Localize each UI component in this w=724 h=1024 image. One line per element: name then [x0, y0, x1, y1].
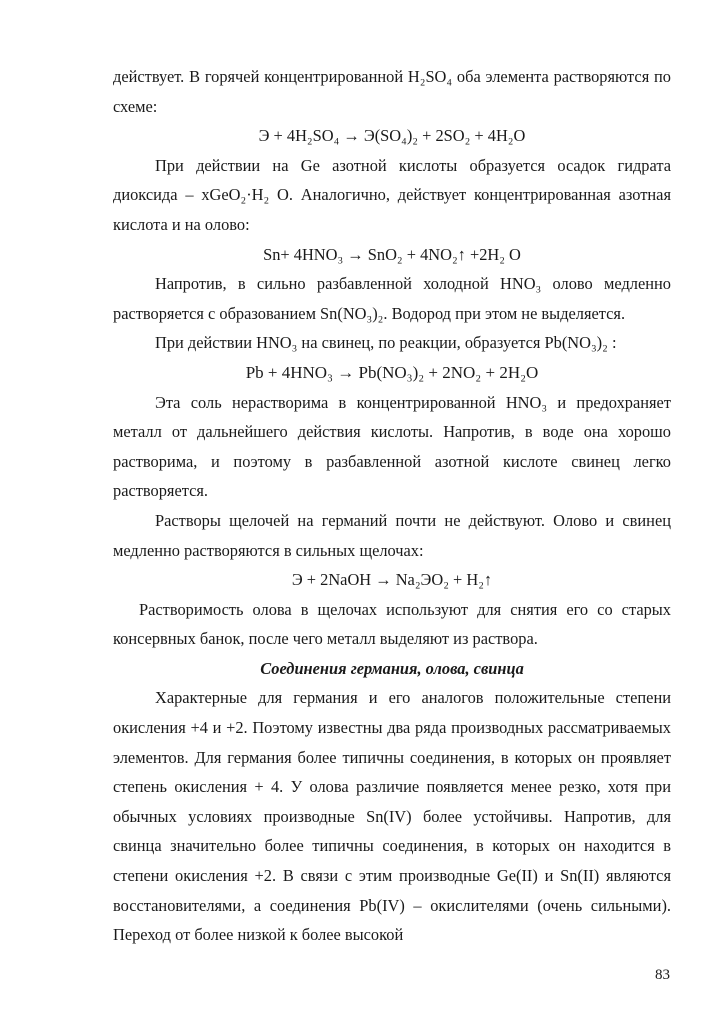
- equation-pb-hno3: Pb + 4HNO₃ → Pb(NO₃)₂ + 2NO₂ + 2H₂O: [245, 362, 539, 382]
- paragraph-h2so4-intro: действует. В горячей концентрированной H₂SO₄ оба элемента растворяются по схеме:: [113, 67, 671, 116]
- paragraph-tin-cans: Растворимость олова в щелочах используют для снятия его со старых консервных банок, после чего металл выделяют из раствора.: [113, 599, 671, 649]
- page-number: 83: [655, 967, 670, 983]
- section-heading: Соединения германия, олова, свинца: [260, 658, 524, 678]
- paragraph-alkali: Растворы щелочей на германий почти не действуют. Олово и свинец медленно растворяются в сильных щелочах:: [113, 510, 671, 560]
- equation-h2so4: Э + 4H₂SO₄ → Э(SO₄)₂ + 2SO₂ + 4H₂O: [258, 126, 526, 146]
- paragraph-oxidation-states: Характерные для германия и его аналогов положительные степени окисления +4 и +2. Поэтому известны два ряда производных рассматриваемых элементов. Для германия более типичны соединения, в которых он проявляет степень окисления + 4. У олова различие появляется менее резко, хотя при обычных условиях производные Sn(IV) более устойчивы. Напротив, для свинца значительно более типичны соединения, в которых он находится в степени окисления +2. В связи с этим производные Ge(II) и Sn(II) являются восстановителями, а соединения Pb(IV) – окислителями (очень сильными). Переход от более низкой к более высокой: [113, 688, 671, 945]
- paragraph-dilute-hno3: Напротив, в сильно разбавленной холодной HNO₃ олово медленно растворяется с образованием Sn(NO₃)₂. Водород при этом не выделяется.: [113, 274, 671, 323]
- page-body: [113, 62, 671, 950]
- paragraph-ge-nitric: При действии на Ge азотной кислоты образуется осадок гидрата диоксида – xGeO₂·H₂ O. Аналогично, действует концентрированная азотная кислота и на олово:: [113, 155, 671, 234]
- paragraph-salt-insoluble: Эта соль нерастворима в концентрированной HNO₃ и предохраняет металл от дальнейшего действия кислоты. Напротив, в воде она хорошо растворима, и поэтому в разбавленной азотной кислоте свинец легко растворяется.: [113, 392, 671, 501]
- equation-naoh: Э + 2NaOH → Na₂ЭO₂ + H₂↑: [291, 570, 493, 590]
- paragraph-pb-hno3: При действии HNO₃ на свинец, по реакции, образуется Pb(NO₃)₂ :: [155, 333, 617, 353]
- equation-sn-hno3: Sn+ 4HNO₃ → SnO₂ + 4NO₂↑ +2H₂ O: [263, 244, 521, 264]
